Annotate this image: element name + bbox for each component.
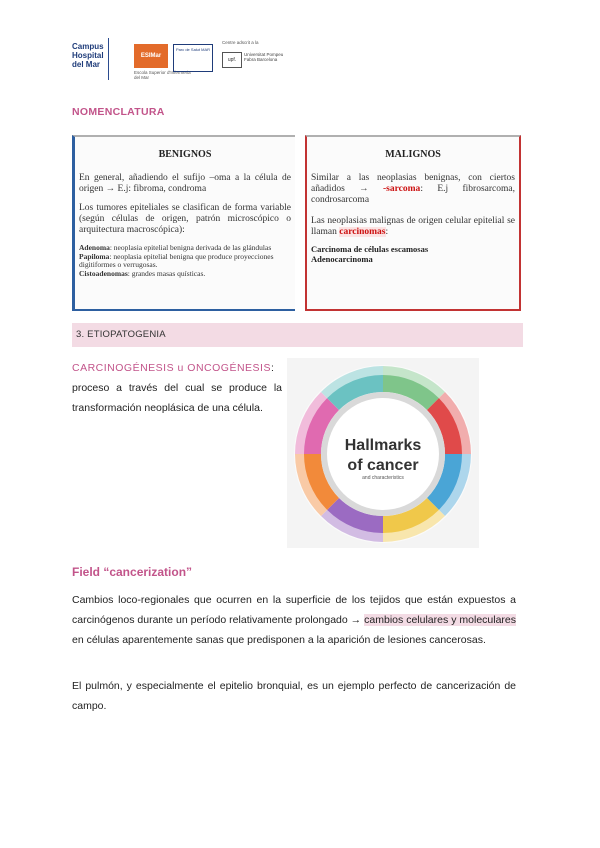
benignos-column: [72, 135, 295, 311]
hallmarks-subtitle: and characteristics: [362, 475, 404, 481]
carcinomas-text-a: Las neoplasias malignas de origen celular epitelial se llaman: [311, 216, 515, 237]
papiloma-item: [79, 253, 291, 269]
field-cancerization-title: Field “cancerization”: [72, 565, 193, 579]
hallmarks-figure: [287, 358, 479, 548]
benignos-epitelial: Los tumores epiteliales se clasifican de forma variable (según células de origen, patrón microscópico o arquitectura macroscópica):: [79, 203, 291, 235]
esimar-subtitle: Escola Superior d'Infermeria del Mar: [134, 70, 191, 80]
carcinogenesis-term: CARCINOGÉNESIS u ONCOGÉNESIS: [72, 362, 271, 374]
field-p1-a: Cambios loco-regionales que ocurren en la superficie de los tejidos que están expuestos a carcinógenos durante un período relativamente prolongado →: [72, 594, 516, 626]
cistoadenoma-item: [79, 270, 291, 278]
cistoadenoma-label: Cistoadenomas: [79, 269, 128, 278]
etiopatogenia-title: 3. ETIOPATOGENIA: [76, 329, 166, 340]
benignos-header: BENIGNOS: [158, 149, 212, 160]
nomenclatura-title: NOMENCLATURA: [72, 106, 165, 118]
field-cancerization-paragraph: [72, 590, 516, 650]
adenoma-text: : neoplasia epitelial benigna derivada de las glándulas: [109, 243, 272, 252]
malignos-intro-a: Similar a las neoplasias benignas, con ciertos añadidos →: [311, 173, 515, 194]
carcinomas-text-b: :: [385, 227, 389, 237]
malignos-intro: [311, 173, 515, 206]
adenoma-item: [79, 244, 291, 252]
upf-caption: Centre adscrit a la: [222, 40, 259, 45]
carcinogenesis-title: [72, 362, 274, 374]
field-highlight: cambios celulares y moleculares: [364, 614, 517, 626]
adenocarcinoma: Adenocarcinoma: [311, 254, 373, 264]
papiloma-label: Papiloma: [79, 252, 110, 261]
adenoma-label: Adenoma: [79, 243, 110, 252]
upf-logo: upf.: [222, 52, 242, 68]
malignos-carcinomas: [311, 216, 515, 238]
hallmarks-title-1: Hallmarks: [344, 437, 422, 454]
campus-hospital-logo: Campus Hospital del Mar: [72, 42, 104, 69]
carcinomas-term: carcinomas: [339, 227, 386, 237]
esimar-logo: ESIMar: [134, 44, 168, 68]
malignos-intro-b: : E.j fibrosarcoma, condrosarcoma: [311, 184, 515, 205]
field-p1-b: en células aparentemente sanas que predisponen a la aparición de lesiones cancerosas.: [72, 634, 486, 646]
upf-name: Universitat Pompeu Fabra Barcelona: [244, 52, 284, 62]
parc-salut-logo: Parc de Salut MAR: [173, 44, 213, 72]
carcinogenesis-colon: :: [270, 362, 275, 374]
lung-example-paragraph: El pulmón, y especialmente el epitelio bronquial, es un ejemplo perfecto de cancerización de campo.: [72, 680, 516, 712]
hallmarks-wheel: [287, 358, 479, 548]
logo-divider: [108, 38, 109, 80]
hallmarks-title-2: of cancer: [347, 457, 419, 474]
malignos-header: MALIGNOS: [385, 149, 441, 160]
papiloma-text: : neoplasia epitelial benigna que produce proyecciones digitiformes o verrugosas.: [79, 252, 274, 269]
sarcoma-suffix: -sarcoma: [383, 184, 421, 194]
cistoadenoma-text: : grandes masas quísticas.: [127, 269, 206, 278]
carcinogenesis-definition: proceso a través del cual se produce la transformación neoplásica de una célula.: [72, 382, 282, 414]
benignos-intro: En general, añadiendo el sufijo –oma a la célula de origen → E.j: fibroma, condroma: [79, 173, 291, 194]
malignos-column: [305, 135, 521, 311]
carcinoma-escamosas: Carcinoma de células escamosas: [311, 244, 429, 254]
